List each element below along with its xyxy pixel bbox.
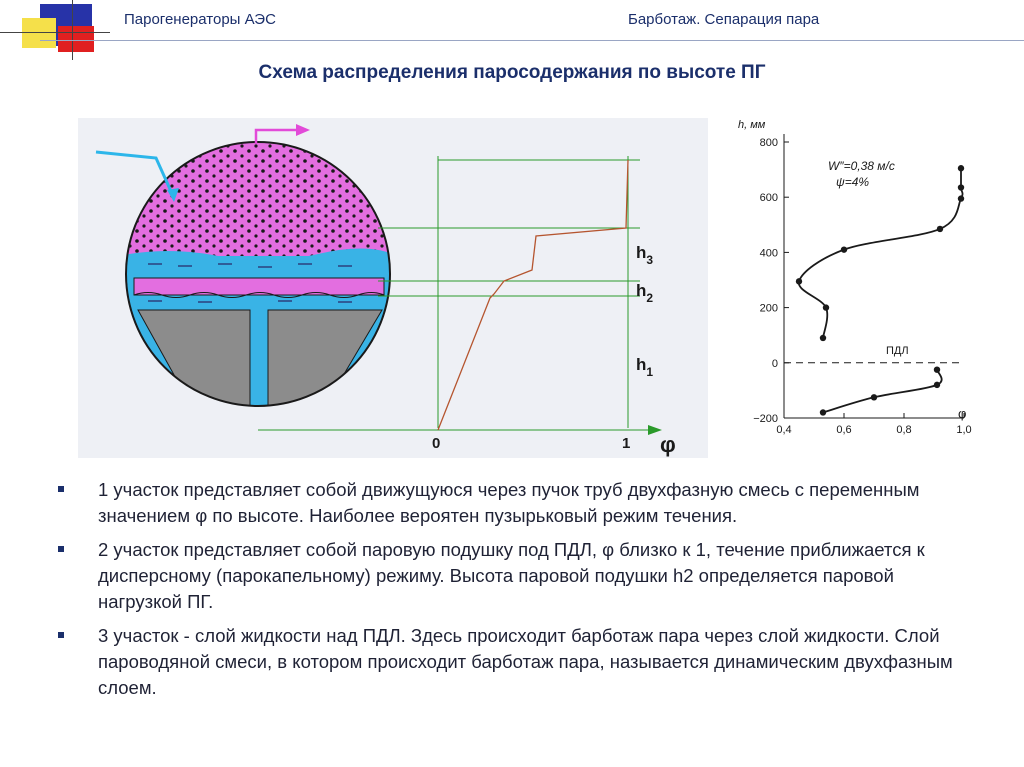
y-tick-label: 200 — [759, 302, 778, 315]
y-axis-label: h, мм — [738, 119, 766, 131]
bullet-item-1 — [58, 477, 958, 529]
x-tick-label: 1,0 — [956, 424, 972, 436]
series-line-1 — [799, 168, 963, 338]
bullet-text: 1 участок представляет собой движущуюся через пучок труб двухфазную смесь с переменным значением φ по высоте. Наиболее вероятен пузырьковый режим течения. — [98, 479, 920, 526]
data-point — [958, 184, 964, 190]
data-point — [820, 335, 826, 341]
course-title: Парогенераторы АЭС — [124, 11, 276, 28]
series-line-2 — [823, 370, 942, 413]
x-tick-label: 0,8 — [896, 424, 912, 436]
bullet-text: 3 участок - слой жидкости над ПДЛ. Здесь происходит барботаж пара через слой жидкости. Слой пароводяной смеси, в котором происходит барботаж пара, называется динамическим двухфазным слоем. — [98, 625, 953, 698]
data-point — [841, 246, 847, 252]
data-point — [958, 165, 964, 171]
data-point — [820, 409, 826, 415]
data-point — [934, 367, 940, 373]
data-point — [937, 226, 943, 232]
annotation-humidity: ψ=4% — [836, 175, 870, 189]
zone-label-h3: $h_3$ — [636, 243, 654, 267]
section-title: Барботаж. Сепарация пара — [628, 11, 820, 28]
axis-zero-label: 0 — [432, 435, 441, 452]
corner-decoration — [0, 0, 110, 60]
data-point — [823, 304, 829, 310]
header-divider — [40, 40, 1024, 41]
data-point — [796, 278, 802, 284]
y-tick-label: 400 — [759, 247, 778, 260]
bullet-marker — [58, 486, 64, 492]
zone-label-h1: $h_1$ — [636, 355, 654, 379]
reference-line-label: ПДЛ — [886, 345, 909, 357]
bullet-marker — [58, 632, 64, 638]
page-title: Схема распределения паросодержания по высоте ПГ — [258, 62, 766, 83]
bullet-text: 2 участок представляет собой паровую подушку под ПДЛ, φ близко к 1, течение приближается к дисперсному (парокапельному) режиму. Высота паровой подушки h2 определяется паровой нагрузкой ПГ. — [98, 539, 925, 612]
x-tick-label: 0,4 — [776, 424, 792, 436]
bullet-list — [58, 477, 958, 709]
data-point — [871, 394, 877, 400]
bullet-item-3 — [58, 623, 958, 701]
bullet-item-2 — [58, 537, 958, 615]
y-tick-label: −200 — [753, 413, 778, 425]
bullet-marker — [58, 546, 64, 552]
data-point — [934, 382, 940, 388]
y-tick-label: 800 — [759, 137, 778, 149]
x-tick-label: 0,6 — [836, 424, 852, 436]
x-axis-label: φ — [958, 406, 967, 421]
annotation-velocity: W″=0,38 м/с — [828, 159, 895, 173]
y-tick-label: 0 — [771, 357, 778, 370]
vessel-diagram — [78, 118, 708, 458]
zone-label-h2: $h_2$ — [636, 281, 654, 305]
axis-phi-label: φ — [660, 432, 676, 457]
y-tick-label: 600 — [759, 192, 778, 205]
height-profile-chart — [736, 112, 974, 442]
axis-one-label: 1 — [622, 435, 631, 452]
data-point — [958, 195, 964, 201]
